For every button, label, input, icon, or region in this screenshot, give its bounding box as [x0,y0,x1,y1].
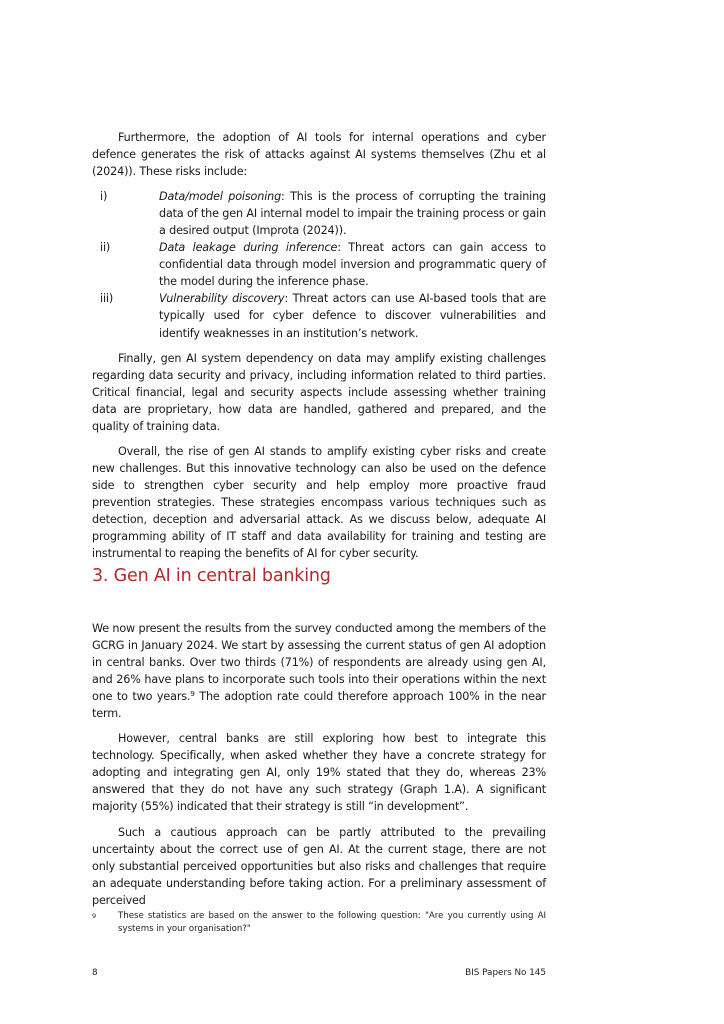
footnote-number: 9 [92,912,97,920]
footnote-text: These statistics are based on the answer to the following question: "Are you currently using AI systems in your organisation?" [118,911,546,934]
body-text-top [92,129,546,562]
risk-description: : Threat actors can gain access to confidential data through model inversion and programmatic query of the model during the inference phase. [159,241,546,289]
footnote [92,910,546,936]
section-paragraph-1: We now present the results from the survey conducted among the members of the GCRG in January 2024. We start by assessing the current status of gen AI adoption in central banks. Over two thirds (71%) of respondents are already using gen AI, and 26% have plans to incorporate such tools into their operations within the next one to two years.$^9$ The adoption rate could therefore approach 100% in the near term. [92,622,546,721]
list-item-number: i) [100,190,108,204]
section-body [92,620,546,909]
page-footer [92,968,546,978]
risk-term: Vulnerability discovery [159,292,285,306]
risk-description: : Threat actors can use AI-based tools that are typically used for cyber defence to discover vulnerabilities and identify weaknesses in an institution’s network. [159,292,546,340]
footnote-reference[interactable]: 9 [190,690,195,699]
risk-term: Data leakage during inference [159,241,338,255]
risk-list [92,188,546,341]
section-paragraph-2: However, central banks are still exploring how best to integrate this technology. Specifically, when asked whether they have a concrete strategy for adopting and integrating gen AI, only 19% stated that they do, whereas 23% answered that they do not have any such strategy (Graph 1.A). A significant majority (55%) indicated that their strategy is still “in development”. [92,732,546,814]
list-item [92,239,546,290]
list-item-number: iii) [100,292,114,306]
risk-term: Data/model poisoning [159,190,282,204]
list-item [92,290,546,341]
paragraph-finally: Finally, gen AI system dependency on data may amplify existing challenges regarding data security and privacy, including information related to third parties. Critical financial, legal and security aspects include assessing whether training data are proprietary, how data are handled, gathered and prepared, and the quality of training data. [92,351,546,433]
list-item [92,188,546,239]
intro-paragraph: Furthermore, the adoption of AI tools for internal operations and cyber defence generates the risk of attacks against AI systems themselves (Zhu et al (2024)). These risks include: [92,131,546,179]
page-number: 8 [92,968,98,978]
publication-name: BIS Papers No 145 [465,968,546,978]
list-item-number: ii) [100,241,111,255]
section-paragraph-3: Such a cautious approach can be partly attributed to the prevailing uncertainty about the correct use of gen AI. At the current stage, there are not only substantial perceived opportunities but also risks and challenges that require an adequate understanding before taking action. For a preliminary assessment of perceived [92,825,546,907]
risk-description: : This is the process of corrupting the training data of the gen AI internal model to impair the training process or gain a desired output (Improta (2024)). [159,190,546,238]
paragraph-overall: Overall, the rise of gen AI stands to amplify existing cyber risks and create new challenges. But this innovative technology can also be used on the defence side to strengthen cyber security and help employ more proactive fraud prevention strategies. These strategies encompass various techniques such as detection, deception and adversarial attack. As we discuss below, adequate AI programming ability of IT staff and data availability for training and testing are instrumental to reaping the benefits of AI for cyber security. [92,444,546,561]
section-heading: 3. Gen AI in central banking [92,566,331,586]
